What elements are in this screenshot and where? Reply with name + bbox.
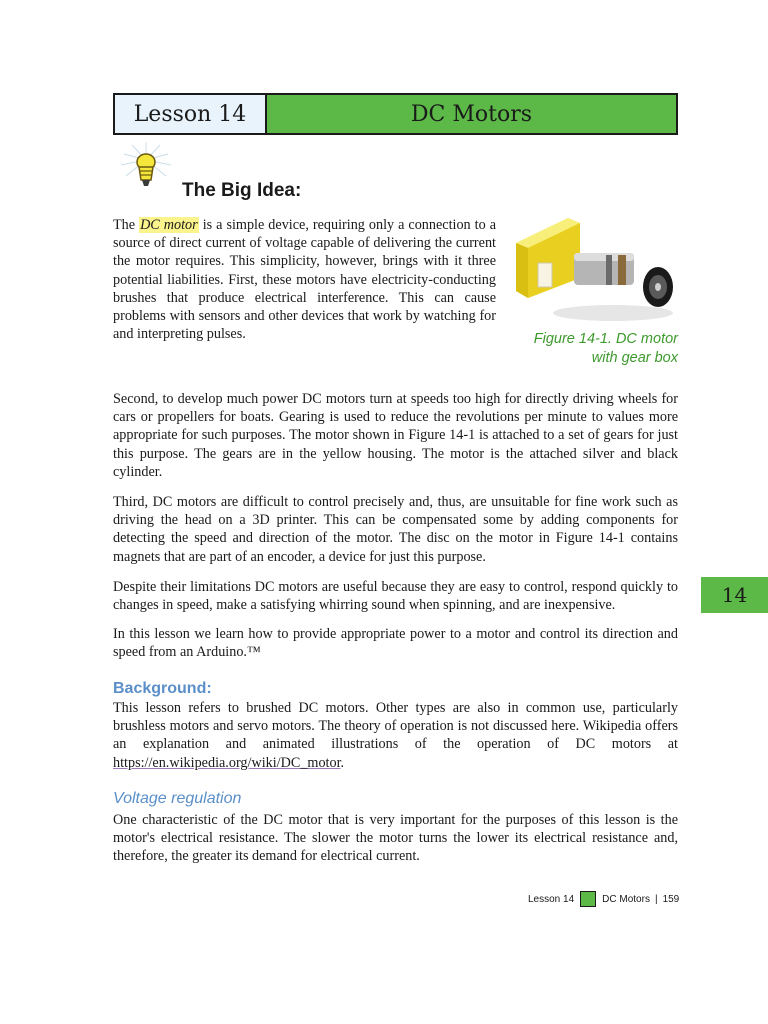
- lesson-number-label: Lesson 14: [115, 95, 267, 133]
- footer-page-number: 159: [662, 893, 680, 905]
- lesson-header: [113, 93, 678, 135]
- paragraph-second: Second, to develop much power DC motors turn at speeds too high for directly driving wheels for cars or propellers for boats. Gearing is used to reduce the revolutions per minute to values more appropriate for such purposes. The motor shown in Figure 14-1 is attached to a set of gears for just this purpose. The gears are in the yellow housing. The motor is the attached silver and black cylinder.: [113, 391, 678, 480]
- paragraph-lesson: In this lesson we learn how to provide appropriate power to a motor and control its direction and speed from an Arduino.™: [113, 626, 678, 661]
- intro-prefix: The: [113, 217, 140, 233]
- voltage-regulation-heading: Voltage regulation: [113, 790, 242, 807]
- background-text: This lesson refers to brushed DC motors. Other types are also in common use, particularly brushless motors and servo motors. The theory of operation is not discussed here. Wikipedia offers an explanation and animated illustrations of the operation of DC motors at: [113, 700, 678, 753]
- background-paragraph: [113, 699, 678, 772]
- big-idea-heading: The Big Idea:: [182, 180, 302, 201]
- footer-separator: |: [654, 893, 658, 905]
- page-footer: [528, 891, 679, 907]
- footer-color-box: [580, 891, 596, 907]
- chapter-side-tab: 14: [701, 577, 768, 613]
- footer-lesson: Lesson 14: [528, 893, 575, 905]
- footer-title: DC Motors: [602, 893, 650, 905]
- figure-caption: [508, 330, 678, 368]
- intro-body: is a simple device, requiring only a connection to a source of direct current of voltage capable of delivering the current the motor requires. This simplicity, however, brings with it three potential liabilities. First, these motors have electricity-conducting brushes that produce electrical interference. This can cause problems with sensors and other devices that work by watching for and interpreting pulses.: [113, 217, 496, 343]
- paragraph-third: Third, DC motors are difficult to control precisely and, thus, are unsuitable for fine work such as driving the head on a 3D printer. This can be compensated some by adding components for detecting the speed and direction of the motor. The disc on the motor in Figure 14-1 contains magnets that are part of an encoder, a device for just this purpose.: [113, 494, 678, 565]
- lightbulb-icon: [116, 140, 176, 200]
- wikipedia-link[interactable]: https://en.wikipedia.org/wiki/DC_motor: [113, 754, 341, 771]
- caption-line-1: Figure 14-1. DC motor: [533, 331, 678, 347]
- caption-line-2: with gear box: [591, 350, 678, 366]
- intro-paragraph: [113, 216, 496, 343]
- background-end: .: [340, 754, 345, 771]
- voltage-paragraph: One characteristic of the DC motor that is very important for the purposes of this lesson is the motor's electrical resistance. The slower the motor turns the lower its electrical resistance and, therefore, the greater its demand for electrical current.: [113, 812, 678, 865]
- lesson-title: DC Motors: [267, 95, 676, 133]
- background-heading: Background:: [113, 680, 212, 697]
- dc-motor-photo: [508, 203, 678, 327]
- paragraph-despite: Despite their limitations DC motors are useful because they are easy to control, respond quickly to changes in speed, make a satisfying whirring sound when spinning, and are inexpensive.: [113, 579, 678, 614]
- highlighted-term: DC motor: [140, 217, 198, 233]
